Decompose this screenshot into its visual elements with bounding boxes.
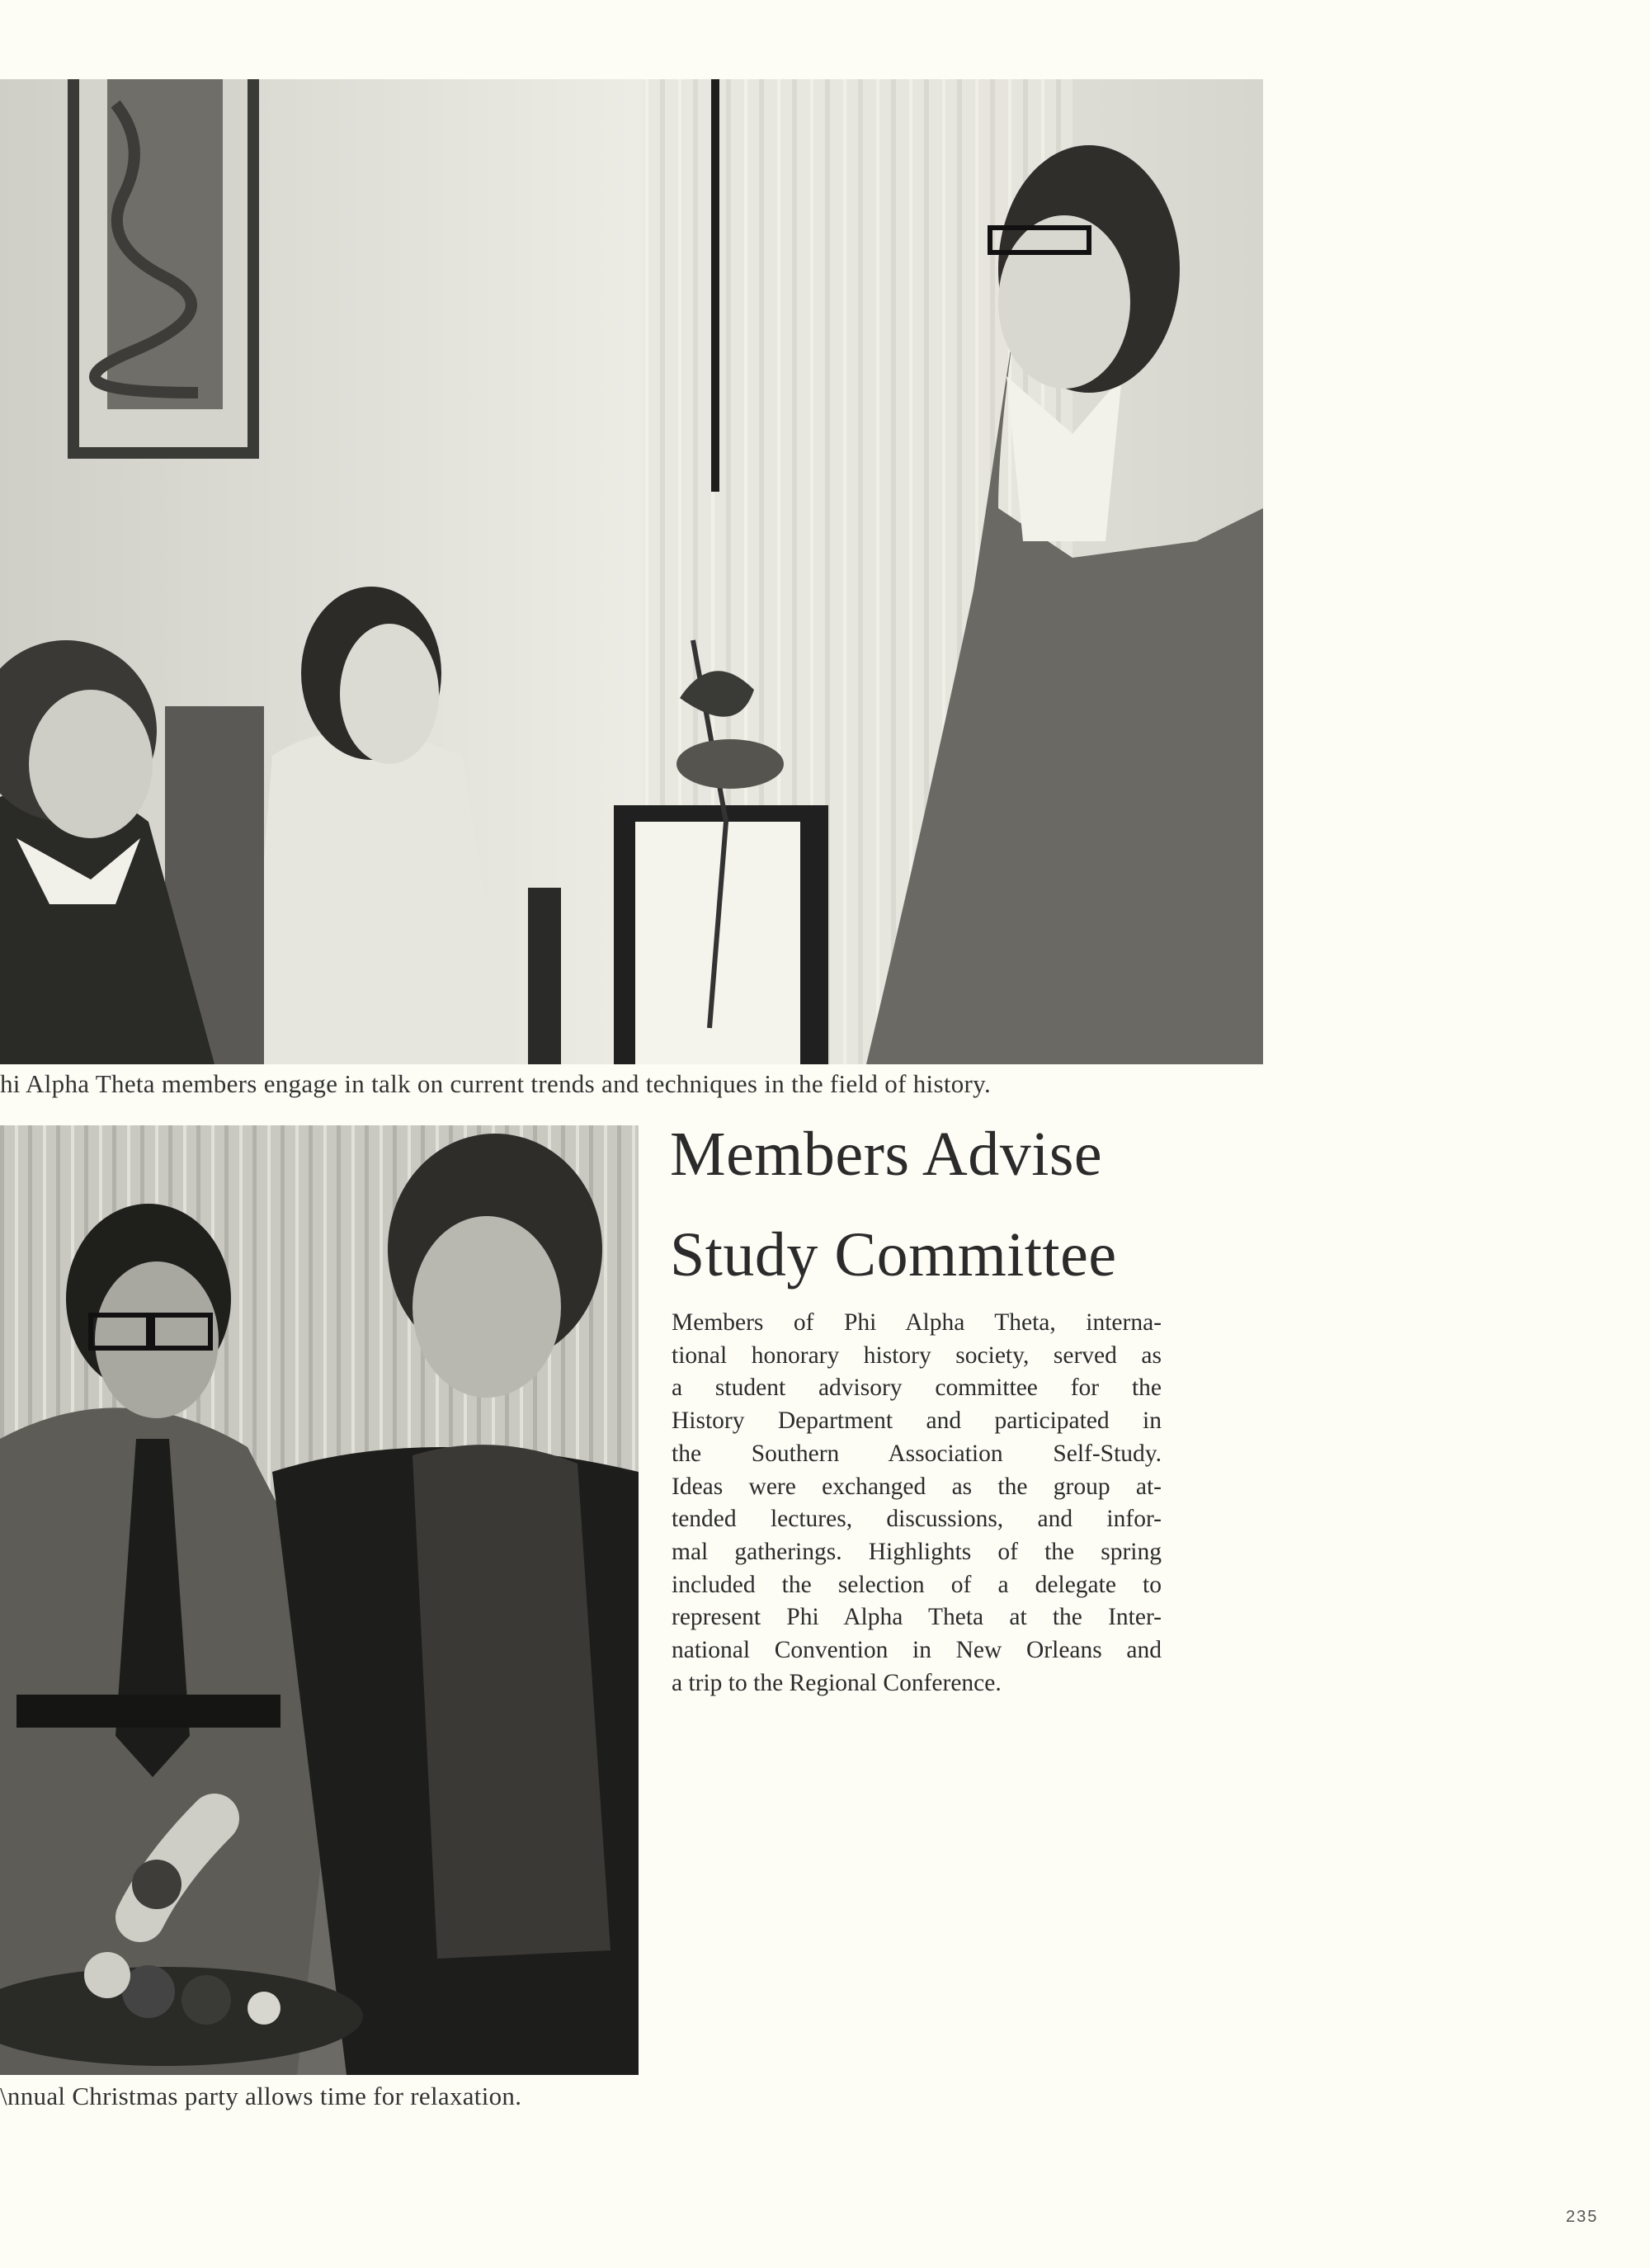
- photo-christmas-party: [0, 1125, 639, 2075]
- body-line: mal gatherings. Highlights of the spring: [672, 1538, 1162, 1565]
- page-number: 235: [1566, 2208, 1599, 2226]
- body-line: tended lectures, discussions, and infor-: [672, 1506, 1162, 1533]
- headline-line-2: Study Committee: [670, 1220, 1117, 1290]
- body-line: a trip to the Regional Conference.: [672, 1669, 1002, 1696]
- body-line: national Convention in New Orleans and: [672, 1637, 1162, 1664]
- photo-members-discussion-image: [0, 79, 1263, 1064]
- article-body: [672, 1307, 1162, 1700]
- photo-caption-bottom: \nnual Christmas party allows time for relaxation.: [0, 2082, 522, 2110]
- headline-line-1: Members Advise: [670, 1120, 1103, 1189]
- body-line: included the selection of a delegate to: [672, 1571, 1162, 1598]
- photo-caption-top: hi Alpha Theta members engage in talk on current trends and techniques in the field of history.: [0, 1069, 992, 1098]
- article-headline: [670, 1104, 1181, 1305]
- photo-members-discussion: [0, 79, 1263, 1064]
- body-line: History Department and participated in: [672, 1407, 1162, 1435]
- body-line: Members of Phi Alpha Theta, interna-: [672, 1309, 1162, 1336]
- body-line: represent Phi Alpha Theta at the Inter-: [672, 1604, 1162, 1631]
- photo-christmas-party-image: [0, 1125, 639, 2075]
- body-line: the Southern Association Self-Study.: [672, 1440, 1162, 1467]
- body-line: a student advisory committee for the: [672, 1374, 1162, 1402]
- body-line: tional honorary history society, served as: [672, 1341, 1162, 1369]
- body-line: Ideas were exchanged as the group at-: [672, 1473, 1162, 1500]
